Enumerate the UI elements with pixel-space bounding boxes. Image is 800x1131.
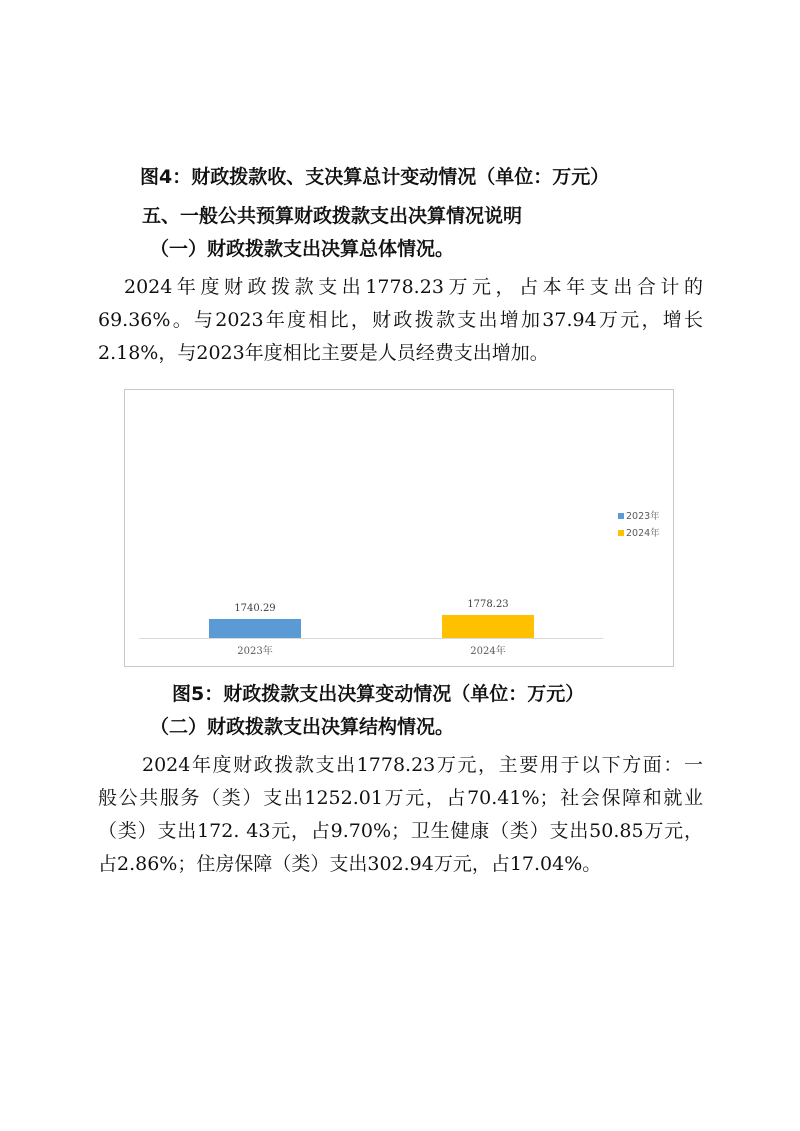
chart-canvas	[125, 390, 673, 666]
figure-4-caption: 图4：财政拨款收、支决算总计变动情况（单位：万元）	[140, 166, 610, 188]
bar-2024年	[442, 615, 534, 638]
paragraph-2	[98, 749, 703, 881]
paragraph-1-line: 2024年度财政拨款支出1778.23万元，占本年支出合计的	[124, 276, 703, 298]
subsection-heading-2: （二）财政拨款支出决算结构情况。	[150, 716, 455, 738]
paragraph-2-line: 般公共服务（类）支出1252.01万元，占70.41%；社会保障和就业	[98, 787, 703, 809]
subsection-heading-1: （一）财政拨款支出决算总体情况。	[150, 238, 455, 260]
data-label: 1778.23	[467, 598, 509, 610]
paragraph-2-line: 2024年度财政拨款支出1778.23万元，主要用于以下方面：一	[142, 754, 703, 776]
legend-swatch	[618, 513, 624, 519]
bar-2023年	[209, 619, 301, 638]
legend-entry: 2024年	[626, 528, 660, 539]
legend-swatch	[618, 530, 624, 536]
paragraph-1-line: 2.18%，与2023年度相比主要是人员经费支出增加。	[98, 342, 549, 364]
data-label: 1740.29	[234, 602, 276, 614]
section-heading: 五、一般公共预算财政拨款支出决算情况说明	[142, 205, 523, 227]
figure-5-caption: 图5：财政拨款支出决算变动情况（单位：万元）	[172, 683, 585, 705]
legend-entry: 2023年	[626, 511, 660, 522]
paragraph-2-line: 占2.86%；住房保障（类）支出302.94万元，占17.04%。	[98, 853, 602, 875]
paragraph-2-line: （类）支出172. 43元，占9.70%；卫生健康（类）支出50.85万元，	[98, 820, 703, 842]
x-tick-label: 2024年	[470, 646, 506, 657]
expenditure-bar-chart	[124, 389, 674, 667]
x-tick-label: 2023年	[237, 646, 273, 657]
paragraph-1	[98, 271, 703, 370]
paragraph-1-line: 69.36%。与2023年度相比，财政拨款支出增加37.94万元，增长	[98, 309, 703, 331]
